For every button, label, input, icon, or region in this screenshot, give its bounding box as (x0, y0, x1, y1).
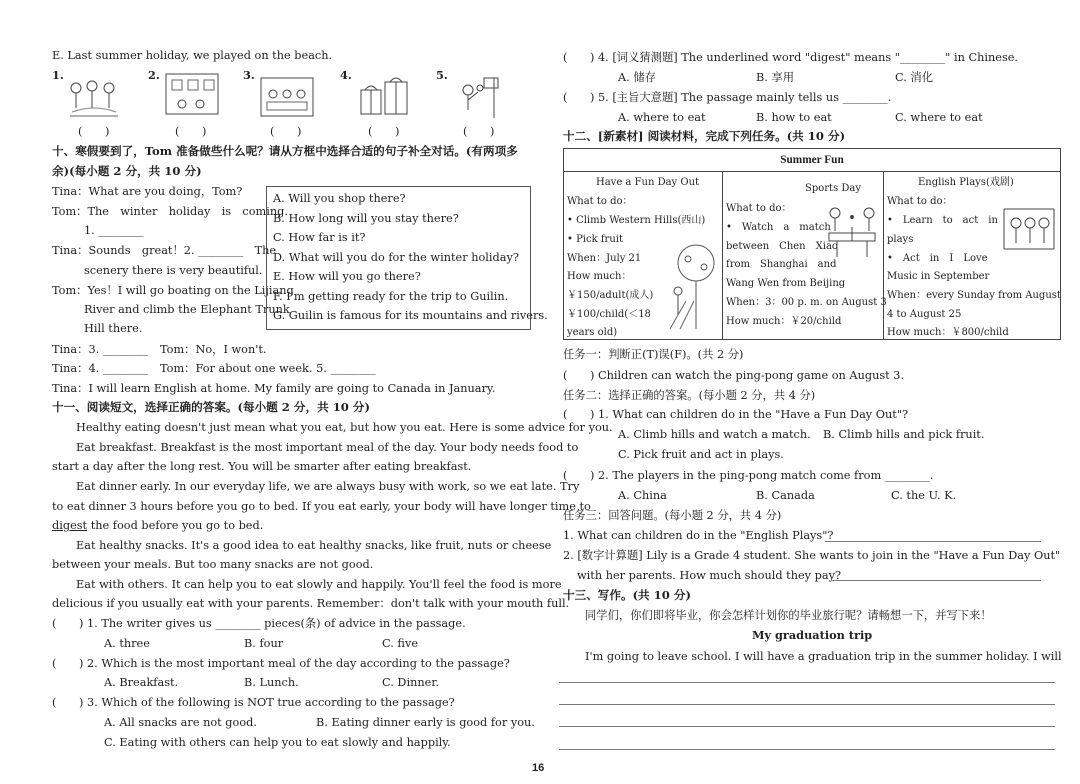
page-number: 16 (532, 762, 545, 774)
q4-option-c[interactable]: C. 消化 (895, 71, 934, 84)
pic-label-2: 2. (148, 68, 160, 82)
dialog-line-11: Tina：I will learn English at home. My family are going to Canada in January. (52, 382, 496, 395)
q3-option-a[interactable]: A. All snacks are not good. (104, 716, 257, 729)
section-10-title: 十、寒假要到了，Tom 准备做些什么呢？请从方框中选择合适的句子补全对话。(有两项多 (52, 144, 518, 158)
table-cell-english-plays (884, 171, 1060, 339)
q2-option-a[interactable]: A. Breakfast. (104, 676, 179, 689)
cell3-line-4: • Act in I Love (887, 253, 988, 264)
essay-title: My graduation trip (752, 628, 873, 642)
answer-paren-5[interactable]: ( ) (463, 125, 495, 138)
t3q2-answer-line[interactable] (831, 580, 1041, 581)
dialog-line-8: Hill there. (84, 322, 143, 335)
passage-p1: Healthy eating doesn't just mean what you eat, but how you eat. Here is some advice for you. (76, 421, 613, 434)
q1-option-b[interactable]: B. four (244, 637, 284, 650)
basketball-picture (450, 72, 510, 124)
essay-start: I'm going to leave school. I will have a graduation trip in the summer holiday. I will (585, 650, 1062, 663)
task-3-question-1: 1. What can children do in the "English Plays"? (563, 529, 834, 542)
answer-paren-2[interactable]: ( ) (175, 125, 207, 138)
task-2-question-2[interactable]: ( ) 2. The players in the ping-pong match come from ________. (563, 469, 934, 482)
q2-option-c[interactable]: C. Dinner. (382, 676, 440, 689)
cell3-line-7: 4 to August 25 (887, 309, 962, 320)
question-4[interactable]: ( ) 4. [词义猜测题] The underlined word "digest" means "________" in Chinese. (563, 51, 1019, 64)
cell1-line-2: • Climb Western Hills(西山) (567, 215, 706, 226)
box-option-f: F. I'm getting ready for the trip to Guilin. (273, 290, 509, 303)
cell2-line-2: • Watch a match (726, 222, 831, 233)
q3-option-b[interactable]: B. Eating dinner early is good for you. (316, 716, 535, 729)
table-cell-sports-day (723, 171, 887, 339)
writing-prompt: 同学们，你们即将毕业，你会怎样计划你的毕业旅行呢？请畅想一下，并写下来！ (585, 609, 992, 622)
pic-label-5: 5. (436, 68, 448, 82)
answer-paren-1[interactable]: ( ) (78, 125, 110, 138)
stage-play-picture (1000, 203, 1058, 255)
cell1-line-7: ￥100/child(＜18 (567, 309, 651, 320)
t2q2-option-a[interactable]: A. China (618, 489, 667, 502)
task-3-title: 任务三：回答问题。(每小题 2 分，共 4 分) (563, 509, 782, 522)
t3q1-answer-line[interactable] (825, 541, 1041, 542)
underlined-word-digest: digest (52, 519, 88, 532)
cell1-line-3: • Pick fruit (567, 234, 623, 245)
q2-option-b[interactable]: B. Lunch. (244, 676, 299, 689)
passage-p5a: Eat with others. It can help you to eat slowly and happily. You'll feel the food is more (76, 578, 562, 591)
summer-fun-table (563, 148, 1061, 340)
cell1-line-4: When：July 21 (567, 253, 642, 264)
q5-option-a[interactable]: A. where to eat (618, 111, 706, 124)
box-option-c: C. How far is it? (273, 231, 366, 244)
q4-option-a[interactable]: A. 储存 (618, 71, 656, 84)
box-option-b: B. How long will you stay there? (273, 212, 459, 225)
building-picture (162, 70, 222, 122)
pic-label-3: 3. (243, 68, 255, 82)
box-option-g: G. Guilin is famous for its mountains and rivers. (273, 309, 548, 322)
t2q1-option-a[interactable]: A. Climb hills and watch a match. (618, 428, 811, 441)
cell1-line-5: How much： (567, 271, 632, 282)
t2q1-option-b[interactable]: B. Climb hills and pick fruit. (823, 428, 985, 441)
task-1-question[interactable]: ( ) Children can watch the ping-pong game on August 3. (563, 369, 905, 382)
dialog-line-10a: Tina：4. ________ (52, 362, 149, 375)
t2q2-option-b[interactable]: B. Canada (756, 489, 815, 502)
dialog-line-2: Tom：The winter holiday is coming. (52, 205, 288, 218)
passage-p4a: Eat healthy snacks. It's a good idea to eat healthy snacks, like fruit, nuts or cheese (76, 539, 552, 552)
cell3-line-6: When：every Sunday from August (887, 290, 1061, 301)
section-11-title: 十一、阅读短文，选择正确的答案。(每小题 2 分，共 10 分) (52, 400, 370, 414)
cell3-line-8: How much：￥800/child (887, 327, 1009, 338)
table-cell-fun-day-out (564, 171, 722, 339)
dialog-line-9b: Tom：No，I won't. (160, 343, 267, 356)
passage-p2a: Eat breakfast. Breakfast is the most important meal of the day. Your body needs food to (76, 441, 579, 454)
cell2-heading: Sports Day (805, 183, 862, 194)
box-option-e: E. How will you go there? (273, 270, 421, 283)
t2q2-option-c[interactable]: C. the U. K. (891, 489, 957, 502)
passage-p2b: start a day after the long rest. You will be smarter after eating breakfast. (52, 460, 472, 473)
q5-option-b[interactable]: B. how to eat (756, 111, 832, 124)
dialog-line-6: Tom：Yes！I will go boating on the Lijiang (52, 284, 294, 297)
passage-p5b: delicious if you usually eat with your parents. Remember：don't talk with your mouth full. (52, 597, 570, 610)
dialog-line-7: River and climb the Elephant Trunk (84, 303, 290, 316)
question-2[interactable]: ( ) 2. Which is the most important meal of the day according to the passage? (52, 657, 510, 670)
writing-line-1[interactable] (559, 682, 1055, 683)
cell2-line-3: between Chen Xiao (726, 241, 838, 252)
cell1-line-8: years old) (567, 327, 618, 338)
passage-p3c-rest: the food before you go to bed. (87, 519, 264, 532)
cell2-line-6: When：3：00 p. m. on August 3 (726, 297, 887, 308)
dialog-line-10b: Tom：For about one week. 5. ________ (160, 362, 376, 375)
cell2-line-7: How much：￥20/child (726, 316, 842, 327)
task-3-question-2a: 2. [数字计算题] Lily is a Grade 4 student. She wants to join in the "Have a Fun Day Out" (563, 549, 1061, 562)
cell3-line-2: • Learn to act in (887, 215, 998, 226)
right-column (545, 0, 1080, 784)
writing-line-4[interactable] (559, 749, 1055, 750)
cell1-heading: Have a Fun Day Out (596, 177, 700, 188)
answer-paren-4[interactable]: ( ) (368, 125, 400, 138)
question-1[interactable]: ( ) 1. The writer gives us ________ pieces(条) of advice in the passage. (52, 617, 466, 630)
q3-option-c[interactable]: C. Eating with others can help you to eat slowly and happily. (104, 736, 451, 749)
dialog-line-1: Tina：What are you doing，Tom? (52, 185, 243, 198)
cell2-line-4: from Shanghai and (726, 259, 837, 270)
writing-line-3[interactable] (559, 726, 1055, 727)
box-option-d: D. What will you do for the winter holiday? (273, 251, 519, 264)
cell3-line-1: What to do： (887, 196, 953, 207)
dialog-line-4: Tina：Sounds great！2. ________ The (52, 244, 277, 257)
q4-option-b[interactable]: B. 享用 (756, 71, 795, 84)
t2q1-option-c[interactable]: C. Pick fruit and act in plays. (618, 448, 784, 461)
ping-pong-picture (825, 203, 879, 261)
table-title: Summer Fun (564, 149, 1060, 172)
classroom-picture (257, 72, 317, 124)
fruit-picking-picture (666, 241, 718, 333)
section-10-title-cont: 余)(每小题 2 分，共 10 分) (52, 164, 202, 178)
cell2-line-5: Wang Wen from Beijing (726, 278, 846, 289)
options-box (266, 186, 548, 330)
task-3-question-2b: with her parents. How much should they pay? (577, 569, 842, 582)
section-13-title: 十三、写作。(共 10 分) (563, 588, 691, 602)
q1-option-c[interactable]: C. five (382, 637, 419, 650)
cell1-line-1: What to do： (567, 196, 633, 207)
cell3-heading: English Plays(戏剧) (918, 177, 1014, 188)
children-playing-picture (64, 72, 124, 124)
q5-option-c[interactable]: C. where to eat (895, 111, 983, 124)
passage-p4b: between your meals. But too many snacks are not good. (52, 558, 374, 571)
q1-option-a[interactable]: A. three (104, 637, 150, 650)
cell3-line-5: Music in September (887, 271, 990, 282)
cell1-line-6: ￥150/adult(成人) (567, 290, 654, 301)
task-1-title: 任务一：判断正(T)误(F)。(共 2 分) (563, 348, 744, 361)
task-2-question-1[interactable]: ( ) 1. What can children do in the "Have a Fun Day Out"? (563, 408, 909, 421)
question-5[interactable]: ( ) 5. [主旨大意题] The passage mainly tells us ________. (563, 91, 892, 104)
pic-label-4: 4. (340, 68, 352, 82)
dialog-line-9a: Tina：3. ________ (52, 343, 149, 356)
pic-label-1: 1. (52, 68, 64, 82)
cell2-line-1: What to do： (726, 203, 792, 214)
dialog-line-5: scenery there is very beautiful. (84, 264, 263, 277)
passage-p3b: to eat dinner 3 hours before you go to bed. If you eat early, your body will have longer time to (52, 500, 591, 513)
passage-p3c (52, 520, 263, 531)
gift-boxes-picture (355, 70, 415, 122)
option-e-text: E. Last summer holiday, we played on the beach. (52, 49, 333, 62)
dialog-blank-1[interactable]: 1. ________ (84, 224, 144, 237)
box-option-a: A. Will you shop there? (273, 192, 406, 205)
writing-line-2[interactable] (559, 704, 1055, 705)
question-3[interactable]: ( ) 3. Which of the following is NOT true according to the passage? (52, 696, 455, 709)
answer-paren-3[interactable]: ( ) (270, 125, 302, 138)
passage-p3a: Eat dinner early. In our everyday life, we are always busy with work, so we eat late. Try (76, 480, 580, 493)
section-12-title: 十二、[新素材] 阅读材料，完成下列任务。(共 10 分) (563, 129, 846, 143)
task-2-title: 任务二：选择正确的答案。(每小题 2 分，共 4 分) (563, 389, 816, 402)
cell3-line-3: plays (887, 234, 914, 245)
